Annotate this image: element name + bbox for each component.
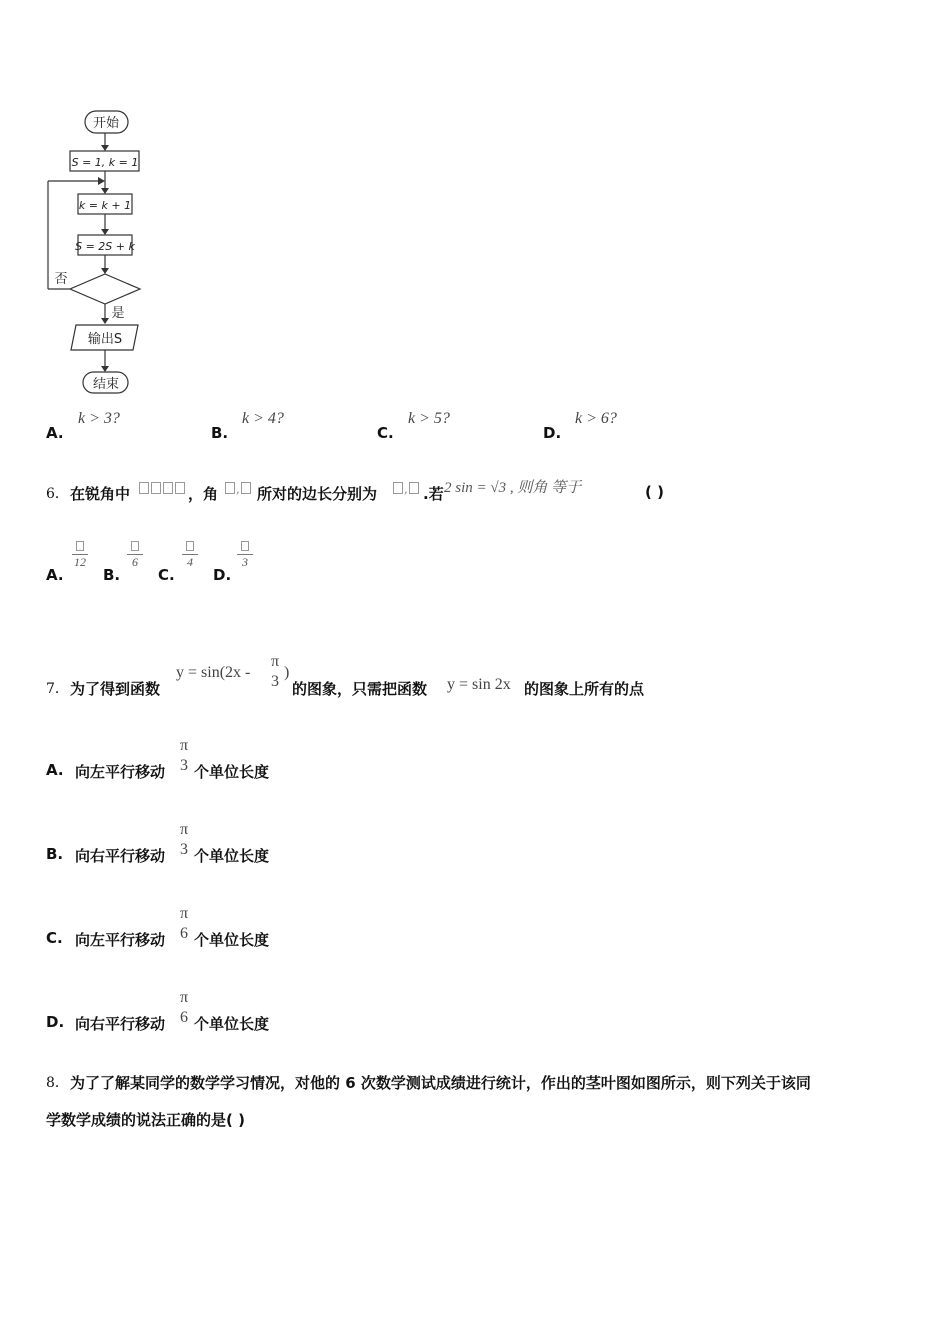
q7-option-d-text: 向右平行移动 bbox=[75, 1015, 166, 1033]
q5-option-b-label: B. bbox=[211, 424, 229, 442]
q7-text-3: 的图象上所有的点 bbox=[524, 680, 645, 698]
q6-option-b-fraction: 6 bbox=[127, 540, 143, 569]
q6-placeholder-abc bbox=[138, 478, 186, 497]
q5-option-c-value: k > 5? bbox=[408, 410, 450, 427]
q7-option-c-fraction: π 6 bbox=[179, 905, 189, 942]
q6-option-d-label: D. bbox=[213, 566, 232, 584]
q7-option-c-suffix: 个单位长度 bbox=[194, 931, 270, 949]
q7-text-2: 的图象，只需把函数 bbox=[292, 680, 428, 698]
q7-func1-fraction: π 3 bbox=[270, 653, 280, 690]
q7-option-d-suffix: 个单位长度 bbox=[194, 1015, 270, 1033]
q7-option-c-label: C. bbox=[46, 929, 63, 947]
q7-option-a-text: 向左平行移动 bbox=[75, 763, 166, 781]
q5-option-b-value: k > 4? bbox=[242, 410, 284, 427]
q6-placeholder-sides: , bbox=[392, 478, 420, 497]
q7-option-a-label: A. bbox=[46, 761, 64, 779]
q7-option-a-suffix: 个单位长度 bbox=[194, 763, 270, 781]
flow-end-text: 结束 bbox=[92, 377, 120, 392]
q5-option-c-label: C. bbox=[377, 424, 394, 442]
q8-number: 8． bbox=[46, 1075, 69, 1091]
q6-text-2: ，角 bbox=[188, 485, 219, 503]
q6-text-1: 在锐角中 bbox=[70, 485, 131, 503]
q5-option-d-value: k > 6? bbox=[575, 410, 617, 427]
q7-option-b-label: B. bbox=[46, 845, 64, 863]
q7-option-c-text: 向左平行移动 bbox=[75, 931, 166, 949]
q6-text-3: 所对的边长分别为 bbox=[257, 485, 378, 503]
flow-step2-text: S = 2S + k bbox=[75, 240, 135, 253]
q6-option-c-label: C. bbox=[158, 566, 175, 584]
q6-placeholder-angles: , bbox=[224, 478, 252, 497]
q7-option-b-fraction: π 3 bbox=[179, 821, 189, 858]
q7-option-d-fraction: π 6 bbox=[179, 989, 189, 1026]
q7-option-d-label: D. bbox=[46, 1013, 65, 1031]
q8-line-2: 学数学成绩的说法正确的是( ) bbox=[46, 1111, 245, 1129]
flow-start-text: 开始 bbox=[92, 116, 120, 131]
flow-output-text: 输出S bbox=[87, 332, 123, 347]
q7-option-a-fraction: π 3 bbox=[179, 737, 189, 774]
q6-option-b-label: B. bbox=[103, 566, 121, 584]
q6-option-d-fraction: 3 bbox=[237, 540, 253, 569]
q7-text-1: 为了得到函数 bbox=[70, 680, 161, 698]
q6-formula: 2 sin = √3 , 则角 等于 bbox=[444, 480, 582, 496]
q7-option-b-suffix: 个单位长度 bbox=[194, 847, 270, 865]
q7-func1: y = sin(2x - bbox=[176, 664, 251, 681]
q7-func1-close: ) bbox=[284, 664, 290, 681]
q6-paren: ( ) bbox=[645, 483, 664, 501]
flowchart bbox=[40, 100, 160, 400]
q7-number: 7． bbox=[46, 681, 69, 697]
q5-option-a-value: k > 3? bbox=[78, 410, 120, 427]
q8-line-1: 为了了解某同学的数学学习情况，对他的 6 次数学测试成绩进行统计，作出的茎叶图如图所示，则下列关于该同 bbox=[70, 1074, 811, 1092]
flow-step1-text: k = k + 1 bbox=[78, 199, 132, 212]
q5-option-a-label: A. bbox=[46, 424, 64, 442]
flow-no-label: 否 bbox=[54, 272, 68, 287]
q7-option-b-text: 向右平行移动 bbox=[75, 847, 166, 865]
flow-init-text: S = 1, k = 1 bbox=[71, 156, 139, 169]
q5-option-d-label: D. bbox=[543, 424, 562, 442]
q6-number: 6． bbox=[46, 486, 69, 502]
q6-text-4: .若 bbox=[423, 485, 444, 503]
q6-option-c-fraction: 4 bbox=[182, 540, 198, 569]
flow-yes-label: 是 bbox=[111, 306, 125, 321]
q7-func2: y = sin 2x bbox=[447, 676, 511, 693]
q6-option-a-label: A. bbox=[46, 566, 64, 584]
q6-option-a-fraction: 12 bbox=[72, 540, 88, 569]
